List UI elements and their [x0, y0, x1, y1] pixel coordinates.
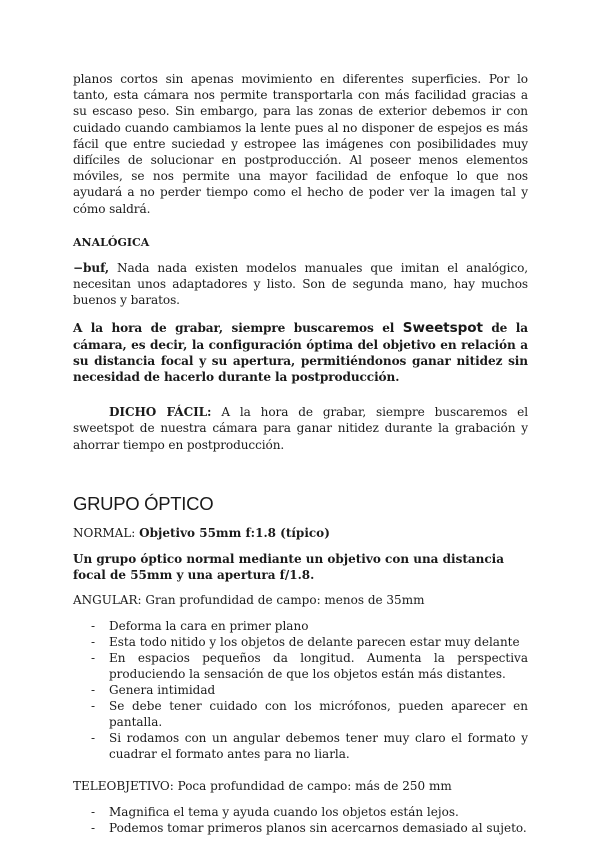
- list-item: - Se debe tener cuidado con los micrófonos, pueden aparecer en pantalla.: [91, 698, 528, 729]
- sweetspot-paragraph: [73, 320, 528, 385]
- list-item: - Genera intimidad: [91, 682, 216, 697]
- intro-paragraph: planos cortos sin apenas movimiento en diferentes superficies. Por lo tanto, esta cámara nos permite transportarla con más facilidad gracias a su escaso peso. Sin embargo, para las zonas de exterior debemos ir con cuidado cuando cambiamos la lente pues al no disponer de espejos es más fácil que entre suciedad y estropee las imágenes con posibilidades muy difíciles de solucionar en postproducción. Al poseer menos elementos móviles, se nos permite una mayor facilidad de enfoque lo que nos ayudará a no perder tiempo como el hecho de poder ver la imagen tal y cómo saldrá.: [73, 72, 528, 216]
- teleobjetivo-heading: TELEOBJETIVO: Poca profundidad de campo: más de 250 mm: [73, 778, 452, 793]
- normal-label: NORMAL:: [73, 525, 140, 540]
- bullet-dash: -: [91, 820, 96, 835]
- angular-list: [73, 618, 528, 762]
- section-title: GRUPO ÓPTICO: [73, 492, 214, 514]
- list-item: - Si rodamos con un angular debemos tener muy claro el formato y cuadrar el formato antes para no liarla.: [91, 730, 528, 761]
- bullet-dash: -: [91, 804, 96, 819]
- bullet-dash: -: [91, 650, 96, 665]
- normal-description: Un grupo óptico normal mediante un objetivo con una distancia focal de 55mm y una apertura f/1.8.: [73, 551, 505, 583]
- dicho-facil-label: DICHO FÁCIL:: [109, 405, 212, 420]
- analog-paragraph: [73, 260, 528, 309]
- bullet-dash: -: [91, 730, 96, 745]
- bullet-dash: -: [91, 618, 96, 633]
- analog-lead: −buf,: [73, 260, 110, 275]
- dicho-facil-text: A la hora de grabar, siempre buscaremos el sweetspot de nuestra cámara para ganar nitidez durante la grabación y ahorrar tiempo en postproducción.: [73, 405, 528, 452]
- list-item: - Deforma la cara en primer plano: [91, 618, 309, 633]
- sweetspot-highlight: Sweetspot: [402, 320, 483, 337]
- teleobjetivo-list: [73, 804, 528, 836]
- sweetspot-before: A la hora de grabar, siempre buscaremos el: [73, 321, 403, 336]
- bullet-dash: -: [91, 634, 96, 649]
- list-item: - En espacios pequeños da longitud. Aumenta la perspectiva produciendo la sensación de que los objetos están más distantes.: [91, 650, 528, 681]
- normal-value: Objetivo 55mm f:1.8 (típico): [139, 525, 330, 540]
- list-item: - Esta todo nitido y los objetos de delante parecen estar muy delante: [91, 634, 520, 649]
- list-item: - Podemos tomar primeros planos sin acercarnos demasiado al sujeto.: [91, 820, 527, 835]
- bullet-dash: -: [91, 682, 96, 697]
- normal-line: [73, 525, 528, 541]
- analog-text: Nada nada existen modelos manuales que imitan el analógico, necesitan unos adaptadores y listo. Son de segunda mano, hay muchos buenos y baratos.: [73, 260, 528, 308]
- analog-heading: ANALÓGICA: [73, 235, 150, 249]
- dicho-facil-paragraph: [73, 404, 528, 453]
- list-item: - Magnifica el tema y ayuda cuando los objetos están lejos.: [91, 804, 459, 819]
- sweetspot-after: de la cámara, es decir, la configuración óptima del objetivo en relación a su distancia focal y su apertura, permitiéndonos ganar nitidez sin necesidad de hacerlo durante la postproducción.: [73, 321, 528, 385]
- bullet-dash: -: [91, 698, 96, 713]
- page-content: [73, 71, 528, 852]
- angular-heading: ANGULAR: Gran profundidad de campo: menos de 35mm: [73, 592, 425, 607]
